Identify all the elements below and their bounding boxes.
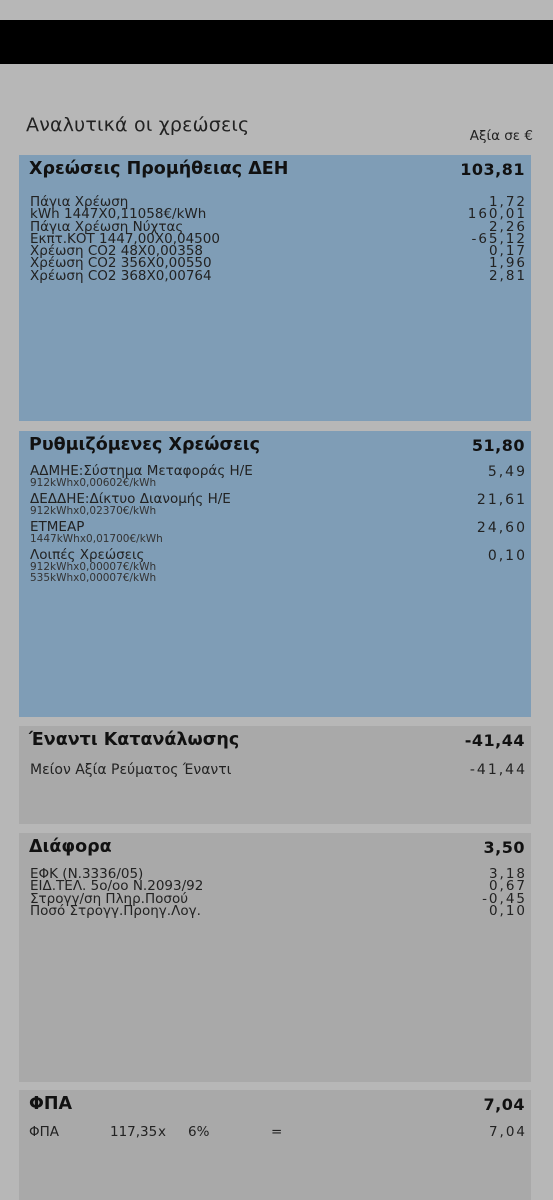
charge-label: ΔΕΔΔΗΕ:Δίκτυο Διανομής Η/Ε: [30, 491, 231, 507]
charge-value: 160,01: [467, 206, 527, 223]
charge-item: [30, 520, 525, 548]
misc-title: Διάφορα: [29, 837, 112, 857]
charge-value: 2,81: [488, 267, 527, 284]
misc-panel: [19, 833, 531, 1082]
charge-value: 24,60: [476, 520, 527, 536]
charge-value: -65,12: [471, 230, 527, 247]
vat-label: ΦΠΑ: [29, 1124, 60, 1140]
value-column-header: Αξία σε €: [469, 128, 533, 144]
vat-panel: [19, 1090, 531, 1200]
charge-value: 0,67: [488, 878, 527, 895]
charge-label: Στρογγ/ση Πληρ.Ποσού: [30, 890, 189, 907]
regulated-charges-panel: [19, 431, 531, 717]
vat-total: 7,04: [483, 1095, 525, 1114]
charge-value: 0,10: [487, 548, 527, 564]
offset-title: Έναντι Κατανάλωσης: [29, 730, 240, 750]
vat-line-value: 7,04: [488, 1124, 527, 1140]
charge-rate: 1447kWhx0,01700€/kWh: [30, 533, 163, 545]
charge-value: -41,44: [469, 762, 527, 778]
top-bar: [0, 20, 553, 64]
charge-label: Ποσό Στρογγ.Προηγ.Λογ.: [30, 902, 201, 919]
charge-label: Μείον Αξία Ρεύματος Έναντι: [30, 762, 232, 778]
vat-title: ΦΠΑ: [29, 1094, 73, 1114]
charge-row: [30, 267, 527, 284]
charge-label: ΕΙΔ.ΤΕΛ. 5ο/οο Ν.2093/92: [30, 878, 204, 895]
charge-value: 1,96: [488, 255, 527, 272]
charge-label: ΕΦΚ (Ν.3336/05): [30, 866, 144, 882]
regulated-charges-total: 51,80: [471, 436, 525, 455]
offset-rows: [30, 762, 525, 778]
charge-row: [30, 902, 527, 919]
offset-panel: [19, 726, 531, 824]
charge-value: 0,17: [488, 243, 527, 260]
charge-rate: 912kWhx0,02370€/kWh: [30, 505, 157, 517]
supply-charges-total: 103,81: [460, 160, 525, 179]
misc-rows: [30, 868, 525, 917]
charge-label: ΕΤΜΕΑΡ: [30, 519, 85, 535]
vat-base-amount: 117,35: [110, 1124, 158, 1140]
charge-item: [30, 464, 525, 492]
charge-rate: 535kWhx0,00007€/kWh: [30, 571, 157, 584]
charge-item: [30, 548, 525, 588]
charge-row: [30, 762, 525, 778]
charge-value: 21,61: [476, 492, 527, 508]
charge-label: kWh 1447X0,11058€/kWh: [30, 206, 207, 223]
supply-charges-title: Χρεώσεις Προμήθειας ΔΕΗ: [29, 159, 289, 179]
charge-label: Χρέωση CO2 368X0,00764: [30, 267, 212, 284]
charge-rate: 912kWhx0,00007€/kWh: [30, 561, 157, 573]
charge-value: 1,72: [488, 194, 527, 210]
regulated-charges-rows: [30, 464, 525, 588]
vat-rate: 6%: [188, 1124, 210, 1140]
charge-label: Χρέωση CO2 48X0,00358: [30, 243, 204, 260]
supply-charges-rows: [30, 196, 525, 282]
charge-label: ΑΔΜΗΕ:Σύστημα Μεταφοράς Η/Ε: [30, 463, 253, 479]
charge-label: Πάγια Χρέωση Νύχτας: [30, 218, 184, 235]
charge-rate: 912kWhx0,00602€/kWh: [30, 477, 157, 489]
offset-total: -41,44: [464, 731, 525, 750]
charge-label: Εκπτ.ΚΟΤ 1447,00X0,04500: [30, 230, 220, 247]
charge-label: Πάγια Χρέωση: [30, 194, 129, 210]
page-title: Αναλυτικά οι χρεώσεις: [26, 114, 250, 136]
vat-equals-sign: =: [271, 1124, 283, 1140]
charge-value: -0,45: [482, 890, 527, 907]
supply-charges-panel: [19, 155, 531, 421]
regulated-charges-title: Ρυθμιζόμενες Χρεώσεις: [29, 435, 261, 455]
charge-value: 5,49: [487, 464, 527, 480]
charge-value: 0,10: [488, 902, 527, 919]
charge-label: Λοιπές Χρεώσεις: [30, 547, 145, 563]
charge-value: 3,18: [488, 866, 527, 882]
charge-label: Χρέωση CO2 356X0,00550: [30, 255, 212, 272]
misc-total: 3,50: [483, 838, 525, 857]
charge-value: 2,26: [488, 218, 527, 235]
vat-multiply-sign: x: [158, 1124, 166, 1140]
charge-item: [30, 492, 525, 520]
